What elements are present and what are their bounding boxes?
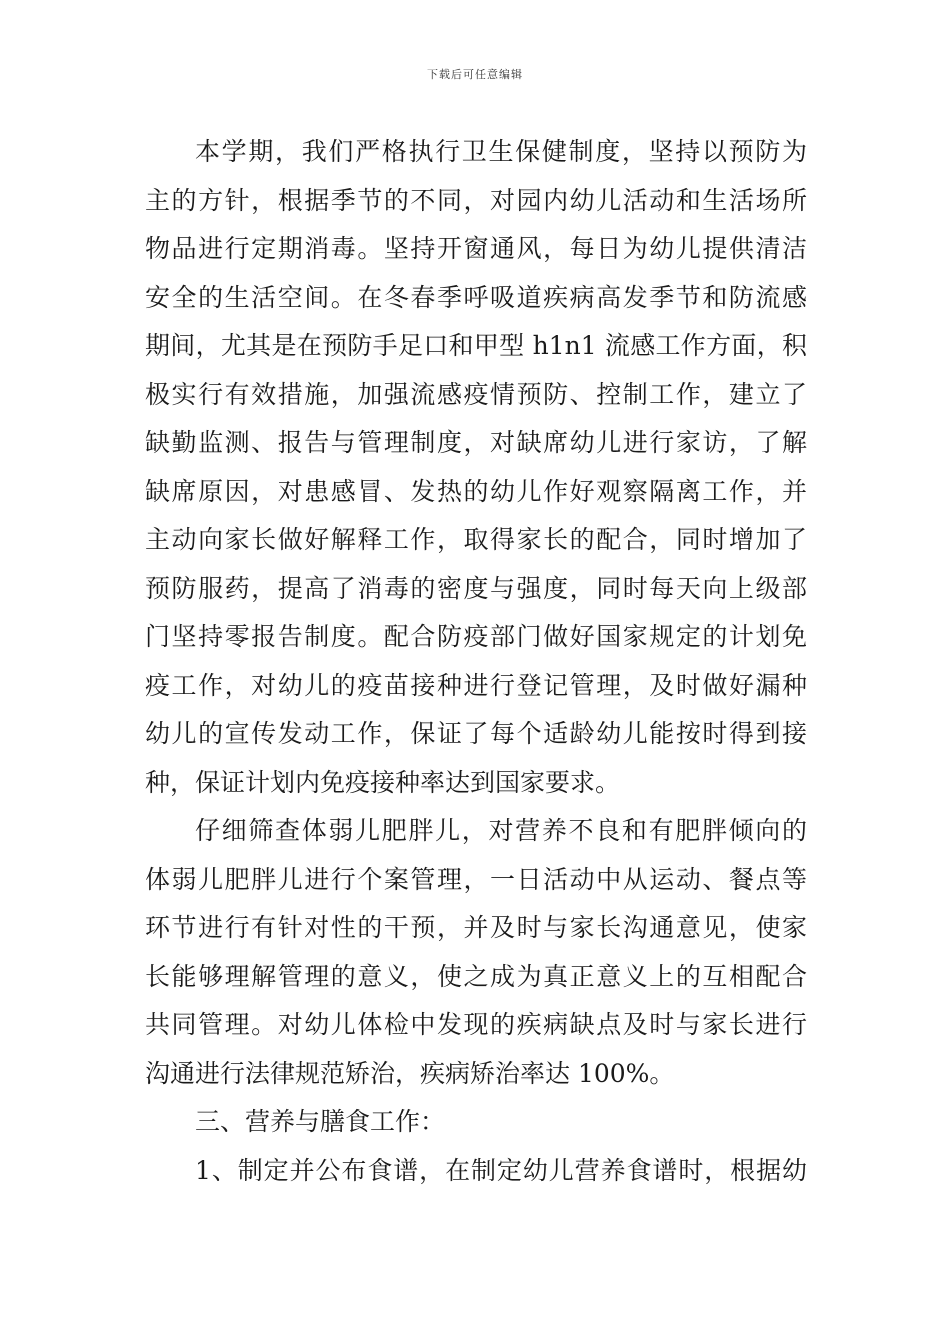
text-line: 仔细筛查体弱儿肥胖儿，对营养不良和有肥胖倾向的 [195, 816, 807, 845]
text-line: 缺勤监测、报告与管理制度，对缺席幼儿进行家访，了解 [145, 428, 807, 457]
text-line: 种，保证计划内免疫接种率达到国家要求。 [145, 767, 621, 797]
text-line: 1、制定并公布食谱，在制定幼儿营养食谱时，根据幼 [195, 1155, 807, 1185]
text-line: 长能够理解管理的意义，使之成为真正意义上的互相配合 [145, 961, 807, 991]
text-line: 门坚持零报告制度。配合防疫部门做好国家规定的计划免 [145, 622, 807, 651]
text-line: 沟通进行法律规范矫治，疾病矫治率达 100%。 [145, 1058, 675, 1088]
text-line: 极实行有效措施，加强流感疫情预防、控制工作，建立了 [145, 379, 807, 409]
text-line: 物品进行定期消毒。坚持开窗通风，每日为幼儿提供清洁 [145, 234, 807, 263]
text-line: 主动向家长做好解释工作，取得家长的配合，同时增加了 [145, 525, 807, 554]
text-line: 幼儿的宣传发动工作，保证了每个适龄幼儿能按时得到接 [145, 719, 807, 748]
header-note: 下载后可任意编辑 [427, 68, 523, 81]
text-line: 环节进行有针对性的干预，并及时与家长沟通意见，使家 [145, 913, 807, 942]
text-line: 疫工作，对幼儿的疫苗接种进行登记管理，及时做好漏种 [145, 670, 807, 700]
text-line: 期间，尤其是在预防手足口和甲型 h1n1 流感工作方面，积 [145, 331, 807, 360]
text-line: 体弱儿肥胖儿进行个案管理，一日活动中从运动、餐点等 [145, 864, 807, 894]
text-line: 主的方针，根据季节的不同，对园内幼儿活动和生活场所 [145, 185, 807, 215]
text-line: 预防服药，提高了消毒的密度与强度，同时每天向上级部 [145, 573, 807, 603]
text-line: 共同管理。对幼儿体检中发现的疾病缺点及时与家长进行 [145, 1010, 807, 1039]
text-line: 三、营养与膳食工作： [195, 1107, 446, 1136]
document-body [145, 128, 807, 1195]
text-line: 本学期，我们严格执行卫生保健制度，坚持以预防为 [195, 137, 807, 166]
text-line: 缺席原因，对患感冒、发热的幼儿作好观察隔离工作，并 [145, 476, 807, 506]
text-line: 安全的生活空间。在冬春季呼吸道疾病高发季节和防流感 [145, 282, 807, 312]
